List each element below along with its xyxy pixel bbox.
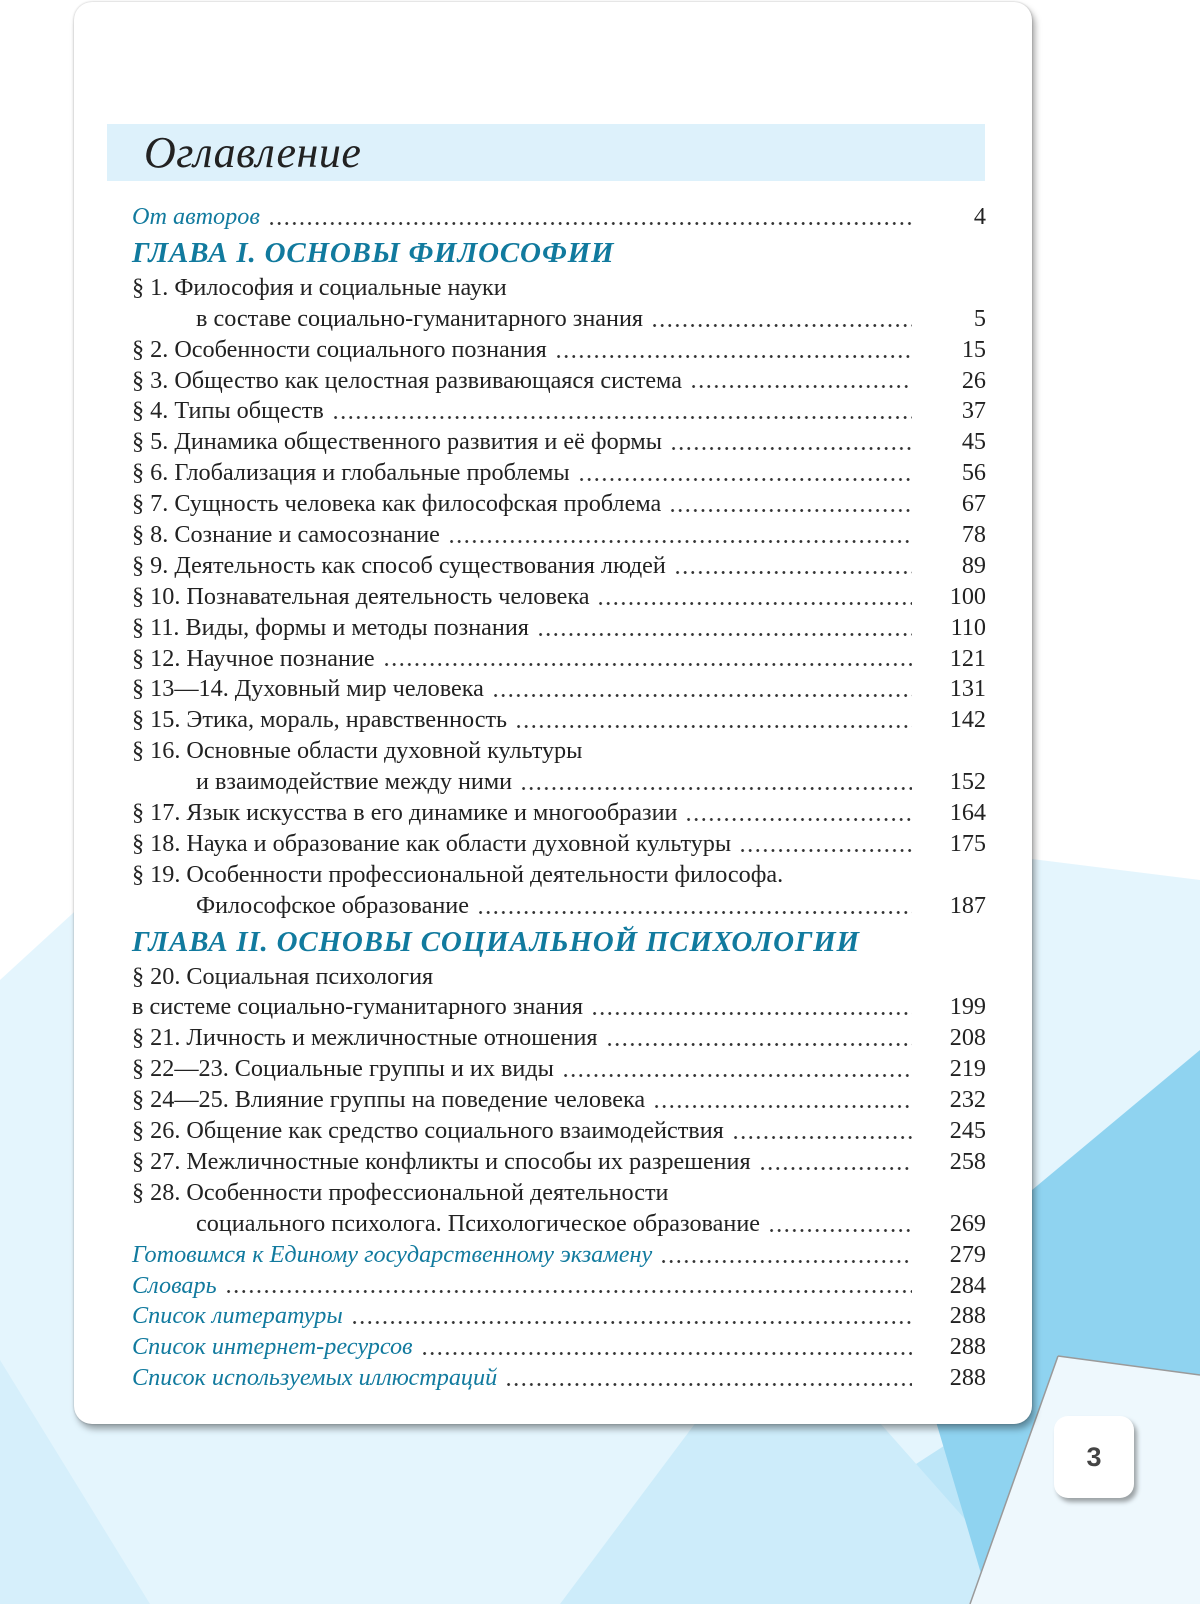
dot-leader <box>507 1383 912 1386</box>
toc-section-entry <box>132 767 986 798</box>
toc-section-entry <box>132 273 986 304</box>
toc-section-entry <box>132 613 986 644</box>
entry-title: § 19. Особенности профессиональной деятельности философа. <box>132 860 784 888</box>
entry-page: 78 <box>961 521 986 549</box>
entry-page: 175 <box>949 829 986 857</box>
dot-leader <box>662 1260 912 1263</box>
dot-leader <box>539 633 912 636</box>
dot-leader <box>353 1321 912 1324</box>
dot-leader <box>557 355 912 358</box>
toc-section-entry <box>132 1116 986 1147</box>
dot-leader <box>522 787 912 790</box>
toc-section-entry <box>132 335 986 366</box>
entry-title: Список литературы <box>132 1302 343 1330</box>
toc-section-entry <box>132 1178 986 1209</box>
entry-title: Готовимся к Единому государственному экзамену <box>132 1240 653 1268</box>
entry-title: в системе социально-гуманитарного знания <box>132 993 584 1021</box>
dot-leader <box>741 849 912 852</box>
page-title: Оглавление <box>144 128 362 177</box>
entry-title: § 1. Философия и социальные науки <box>132 273 507 301</box>
dot-leader <box>672 447 912 450</box>
entry-page: 279 <box>949 1240 986 1268</box>
entry-title: Словарь <box>132 1271 217 1299</box>
entry-title: социального психолога. Психологическое образование <box>196 1209 760 1237</box>
toc-section-entry <box>132 644 986 675</box>
toc-back-entry <box>132 1332 986 1363</box>
toc-section-entry <box>132 366 986 397</box>
entry-page: 37 <box>961 397 986 425</box>
entry-page: 288 <box>949 1333 986 1361</box>
entry-title: § 16. Основные области духовной культуры <box>132 737 583 765</box>
toc-section-entry <box>132 427 986 458</box>
dot-leader <box>692 385 912 388</box>
entry-title: § 22—23. Социальные группы и их виды <box>132 1055 554 1083</box>
entry-page: 131 <box>949 675 986 703</box>
dot-leader <box>270 222 912 225</box>
entry-title: § 26. Общение как средство социального взаимодействия <box>132 1117 724 1145</box>
entry-title: § 3. Общество как целостная развивающаяся система <box>132 366 682 394</box>
dot-leader <box>494 694 912 697</box>
dot-leader <box>676 571 912 574</box>
chapter-heading: ГЛАВА I. ОСНОВЫ ФИЛОСОФИИ <box>132 236 615 269</box>
toc-back-entry <box>132 1363 986 1394</box>
entry-title: § 20. Социальная психология <box>132 962 434 990</box>
entry-page: 121 <box>949 644 986 672</box>
toc-section-entry <box>132 551 986 582</box>
toc-section-entry <box>132 458 986 489</box>
dot-leader <box>687 818 912 821</box>
dot-leader <box>655 1105 912 1108</box>
entry-page: 187 <box>949 891 986 919</box>
toc-section-entry <box>132 992 986 1023</box>
dot-leader <box>580 478 912 481</box>
entry-title: § 17. Язык искусства в его динамике и многообразии <box>132 799 678 827</box>
toc-back-entry <box>132 1271 986 1302</box>
entry-page: 45 <box>961 428 986 456</box>
toc-section-entry <box>132 798 986 829</box>
entry-title: § 13—14. Духовный мир человека <box>132 675 484 703</box>
entry-title: От авторов <box>132 203 260 230</box>
dot-leader <box>599 602 912 605</box>
entry-title: § 27. Межличностные конфликты и способы их разрешения <box>132 1147 751 1175</box>
entry-page: 245 <box>949 1117 986 1145</box>
entry-page: 232 <box>949 1086 986 1114</box>
dot-leader <box>517 725 912 728</box>
entry-page: 4 <box>973 203 986 230</box>
dot-leader <box>593 1012 912 1015</box>
entry-title: Список используемых иллюстраций <box>132 1364 498 1392</box>
dot-leader <box>450 540 912 543</box>
toc-section-entry <box>132 829 986 860</box>
dot-leader <box>671 509 912 512</box>
entry-page: 152 <box>949 768 986 796</box>
toc-section-entry <box>132 705 986 736</box>
dot-leader <box>227 1290 912 1293</box>
dot-leader <box>770 1229 912 1232</box>
dot-leader <box>334 416 912 419</box>
toc-section-entry <box>132 1085 986 1116</box>
toc-section-entry <box>132 304 986 335</box>
dot-leader <box>608 1043 912 1046</box>
entry-page: 288 <box>949 1302 986 1330</box>
toc-section-entry <box>132 674 986 705</box>
dot-leader <box>423 1352 912 1355</box>
toc-back-entry <box>132 1240 986 1271</box>
dot-leader <box>761 1167 912 1170</box>
entry-title: § 24—25. Влияние группы на поведение человека <box>132 1086 646 1114</box>
chapter-heading: ГЛАВА II. ОСНОВЫ СОЦИАЛЬНОЙ ПСИХОЛОГИИ <box>132 925 860 958</box>
entry-title: § 10. Познавательная деятельность человека <box>132 582 590 610</box>
toc-section-entry <box>132 520 986 551</box>
entry-title: § 9. Деятельность как способ существования людей <box>132 551 666 579</box>
dot-leader <box>385 663 912 666</box>
entry-page: 288 <box>949 1364 986 1392</box>
entry-page: 56 <box>961 459 986 487</box>
toc-section-entry <box>132 1054 986 1085</box>
entry-title: § 8. Сознание и самосознание <box>132 521 440 549</box>
dot-leader <box>653 324 912 327</box>
toc-back-entry <box>132 1301 986 1332</box>
dot-leader <box>564 1074 912 1077</box>
toc-section-entry <box>132 489 986 520</box>
entry-page: 110 <box>950 613 986 641</box>
entry-page: 164 <box>949 799 986 827</box>
entry-page: 67 <box>961 490 986 518</box>
entry-title: § 4. Типы обществ <box>132 397 324 425</box>
entry-title: и взаимодействие между ними <box>196 768 513 796</box>
entry-title: Философское образование <box>196 891 469 919</box>
entry-page: 89 <box>961 551 986 579</box>
entry-page: 284 <box>949 1271 986 1299</box>
toc-section-entry <box>132 1023 986 1054</box>
toc-front-entry <box>132 202 986 233</box>
toc-section-entry <box>132 1147 986 1178</box>
entry-page: 208 <box>949 1024 986 1052</box>
entry-title: § 2. Особенности социального познания <box>132 335 547 363</box>
entry-page: 5 <box>973 304 986 332</box>
entry-title: § 11. Виды, формы и методы познания <box>132 613 529 641</box>
entry-page: 269 <box>949 1209 986 1237</box>
toc-section-entry <box>132 962 986 993</box>
entry-title: § 12. Научное познание <box>132 644 375 672</box>
entry-title: § 21. Личность и межличностные отношения <box>132 1024 598 1052</box>
entry-title: § 18. Наука и образование как области духовной культуры <box>132 829 732 857</box>
toc-section-entry <box>132 582 986 613</box>
entry-page: 142 <box>949 706 986 734</box>
entry-title: § 28. Особенности профессиональной деятельности <box>132 1178 669 1206</box>
entry-title: § 5. Динамика общественного развития и её формы <box>132 428 662 456</box>
entry-page: 219 <box>949 1055 986 1083</box>
dot-leader <box>479 911 912 914</box>
table-of-contents <box>132 202 986 1394</box>
entry-title: Список интернет-ресурсов <box>132 1333 413 1361</box>
page-number: 3 <box>1054 1416 1134 1498</box>
entry-title: § 15. Этика, мораль, нравственность <box>132 706 508 734</box>
toc-section-entry <box>132 396 986 427</box>
toc-section-entry <box>132 736 986 767</box>
toc-section-entry <box>132 891 986 922</box>
toc-section-entry <box>132 1209 986 1240</box>
entry-page: 100 <box>949 582 986 610</box>
toc-section-entry <box>132 860 986 891</box>
entry-page: 26 <box>961 366 986 394</box>
dot-leader <box>734 1136 912 1139</box>
entry-title: § 7. Сущность человека как философская проблема <box>132 490 662 518</box>
entry-page: 15 <box>961 335 986 363</box>
entry-title: в составе социально-гуманитарного знания <box>196 304 644 332</box>
entry-title: § 6. Глобализация и глобальные проблемы <box>132 459 570 487</box>
entry-page: 258 <box>949 1147 986 1175</box>
entry-page: 199 <box>949 993 986 1021</box>
